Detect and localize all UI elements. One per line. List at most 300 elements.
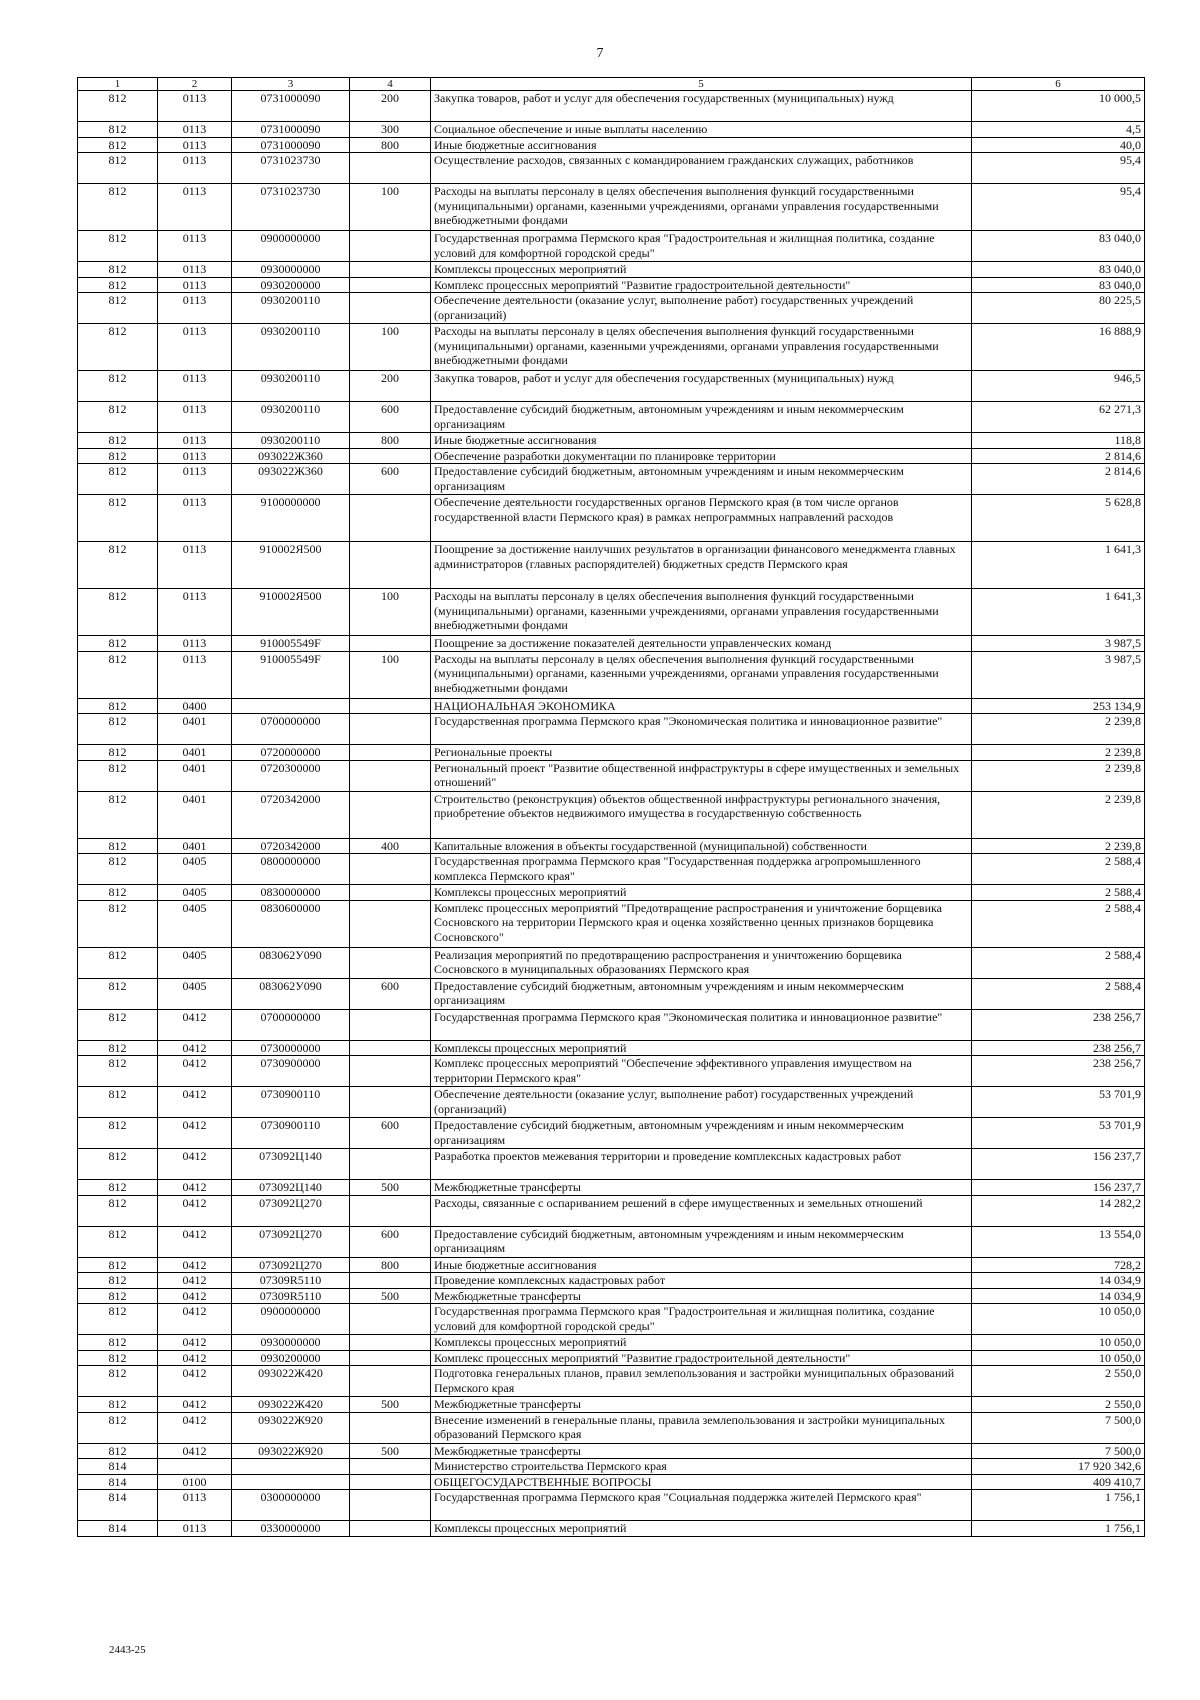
column-header: 3 <box>232 78 350 91</box>
amount-cell: 1 756,1 <box>972 1521 1145 1537</box>
target-article-cell: 910002Я500 <box>232 589 350 636</box>
ministry-code-cell: 812 <box>78 1180 158 1196</box>
ministry-code-cell: 812 <box>78 371 158 402</box>
target-article-cell: 0731000090 <box>232 122 350 138</box>
amount-cell: 2 814,6 <box>972 448 1145 464</box>
budget-table-wrap <box>77 77 1144 1537</box>
section-code-cell: 0401 <box>158 745 232 761</box>
amount-cell: 2 550,0 <box>972 1366 1145 1397</box>
target-article-cell: 07309R5110 <box>232 1273 350 1289</box>
ministry-code-cell: 812 <box>78 402 158 433</box>
description-cell: Комплекс процессных мероприятий "Предотвращение распространения и уничтожение борщевика Сосновского на территории Пермского края и оценка хозяйственно ценных признаков борщевика Сосновского" <box>431 900 972 947</box>
ministry-code-cell: 814 <box>78 1490 158 1521</box>
amount-cell: 946,5 <box>972 371 1145 402</box>
section-code-cell: 0405 <box>158 947 232 978</box>
amount-cell: 2 239,8 <box>972 838 1145 854</box>
target-article-cell: 0730900000 <box>232 1056 350 1087</box>
table-row <box>78 714 1145 745</box>
table-row <box>78 1118 1145 1149</box>
section-code-cell: 0412 <box>158 1257 232 1273</box>
expense-type-cell: 100 <box>350 324 431 371</box>
ministry-code-cell: 812 <box>78 293 158 324</box>
header-row <box>78 78 1145 91</box>
ministry-code-cell: 812 <box>78 1257 158 1273</box>
ministry-code-cell: 812 <box>78 760 158 791</box>
section-code-cell: 0412 <box>158 1226 232 1257</box>
ministry-code-cell: 812 <box>78 791 158 838</box>
ministry-code-cell: 812 <box>78 947 158 978</box>
amount-cell: 2 239,8 <box>972 791 1145 838</box>
section-code-cell: 0113 <box>158 402 232 433</box>
section-code-cell: 0412 <box>158 1397 232 1413</box>
expense-type-cell: 300 <box>350 122 431 138</box>
description-cell: Поощрение за достижение показателей деятельности управленческих команд <box>431 636 972 652</box>
section-code-cell: 0113 <box>158 91 232 122</box>
expense-type-cell <box>350 745 431 761</box>
expense-type-cell <box>350 231 431 262</box>
section-code-cell: 0113 <box>158 371 232 402</box>
budget-table <box>77 77 1145 1537</box>
description-cell: Расходы на выплаты персоналу в целях обеспечения выполнения функций государственными (муниципальными) органами, казенными учреждениями, органами управления государственными внебюджетными фондами <box>431 651 972 698</box>
table-row <box>78 137 1145 153</box>
document-code: 2443-25 <box>109 1644 146 1656</box>
amount-cell: 53 701,9 <box>972 1087 1145 1118</box>
amount-cell: 62 271,3 <box>972 402 1145 433</box>
section-code-cell: 0113 <box>158 293 232 324</box>
expense-type-cell: 800 <box>350 1257 431 1273</box>
ministry-code-cell: 812 <box>78 745 158 761</box>
expense-type-cell <box>350 714 431 745</box>
ministry-code-cell: 812 <box>78 1195 158 1226</box>
expense-type-cell: 500 <box>350 1180 431 1196</box>
target-article-cell: 093022Ж420 <box>232 1366 350 1397</box>
expense-type-cell <box>350 760 431 791</box>
description-cell: Межбюджетные трансферты <box>431 1443 972 1459</box>
expense-type-cell <box>350 1412 431 1443</box>
section-code-cell: 0412 <box>158 1288 232 1304</box>
expense-type-cell: 600 <box>350 402 431 433</box>
ministry-code-cell: 812 <box>78 978 158 1009</box>
table-row <box>78 1521 1145 1537</box>
table-row <box>78 651 1145 698</box>
amount-cell: 10 050,0 <box>972 1350 1145 1366</box>
target-article-cell: 9100000000 <box>232 495 350 542</box>
expense-type-cell <box>350 636 431 652</box>
expense-type-cell <box>350 153 431 184</box>
description-cell: Комплексы процессных мероприятий <box>431 262 972 278</box>
section-code-cell: 0401 <box>158 838 232 854</box>
amount-cell: 156 237,7 <box>972 1149 1145 1180</box>
expense-type-cell <box>350 900 431 947</box>
target-article-cell: 0930200110 <box>232 402 350 433</box>
section-code-cell: 0113 <box>158 1521 232 1537</box>
table-row <box>78 464 1145 495</box>
section-code-cell: 0113 <box>158 542 232 589</box>
expense-type-cell <box>350 1040 431 1056</box>
section-code-cell: 0113 <box>158 184 232 231</box>
description-cell: Предоставление субсидий бюджетным, автономным учреждениям и иным некоммерческим организациям <box>431 464 972 495</box>
section-code-cell: 0412 <box>158 1087 232 1118</box>
ministry-code-cell: 812 <box>78 137 158 153</box>
target-article-cell: 0330000000 <box>232 1521 350 1537</box>
target-article-cell: 0930000000 <box>232 1335 350 1351</box>
section-code-cell: 0113 <box>158 324 232 371</box>
amount-cell: 13 554,0 <box>972 1226 1145 1257</box>
description-cell: Предоставление субсидий бюджетным, автономным учреждениям и иным некоммерческим организациям <box>431 1118 972 1149</box>
ministry-code-cell: 814 <box>78 1474 158 1490</box>
column-header: 4 <box>350 78 431 91</box>
amount-cell: 53 701,9 <box>972 1118 1145 1149</box>
expense-type-cell <box>350 1490 431 1521</box>
amount-cell: 2 239,8 <box>972 745 1145 761</box>
ministry-code-cell: 812 <box>78 651 158 698</box>
target-article-cell: 0720342000 <box>232 838 350 854</box>
section-code-cell: 0113 <box>158 137 232 153</box>
section-code-cell: 0412 <box>158 1412 232 1443</box>
description-cell: Разработка проектов межевания территории и проведение комплексных кадастровых работ <box>431 1149 972 1180</box>
expense-type-cell: 200 <box>350 91 431 122</box>
target-article-cell: 910005549F <box>232 651 350 698</box>
description-cell: Комплекс процессных мероприятий "Развитие градостроительной деятельности" <box>431 1350 972 1366</box>
table-row <box>78 542 1145 589</box>
section-code-cell: 0412 <box>158 1009 232 1040</box>
ministry-code-cell: 812 <box>78 277 158 293</box>
description-cell: Государственная программа Пермского края "Градостроительная и жилищная политика, создание условий для комфортной городской среды" <box>431 231 972 262</box>
ministry-code-cell: 812 <box>78 433 158 449</box>
description-cell: Государственная программа Пермского края "Социальная поддержка жителей Пермского края" <box>431 1490 972 1521</box>
section-code-cell: 0113 <box>158 464 232 495</box>
description-cell: Региональные проекты <box>431 745 972 761</box>
amount-cell: 118,8 <box>972 433 1145 449</box>
description-cell: Межбюджетные трансферты <box>431 1397 972 1413</box>
ministry-code-cell: 814 <box>78 1521 158 1537</box>
ministry-code-cell: 814 <box>78 1459 158 1475</box>
expense-type-cell: 500 <box>350 1288 431 1304</box>
amount-cell: 14 034,9 <box>972 1273 1145 1289</box>
section-code-cell: 0113 <box>158 1490 232 1521</box>
section-code-cell: 0412 <box>158 1056 232 1087</box>
amount-cell: 2 588,4 <box>972 854 1145 885</box>
description-cell: Расходы на выплаты персоналу в целях обеспечения выполнения функций государственными (муниципальными) органами, казенными учреждениями, органами управления государственными внебюджетными фондами <box>431 589 972 636</box>
column-header: 6 <box>972 78 1145 91</box>
expense-type-cell: 200 <box>350 371 431 402</box>
amount-cell: 95,4 <box>972 153 1145 184</box>
description-cell: Подготовка генеральных планов, правил землепользования и застройки муниципальных образований Пермского края <box>431 1366 972 1397</box>
amount-cell: 238 256,7 <box>972 1056 1145 1087</box>
ministry-code-cell: 812 <box>78 900 158 947</box>
target-article-cell: 083062У090 <box>232 947 350 978</box>
target-article-cell: 0730900110 <box>232 1087 350 1118</box>
table-row <box>78 838 1145 854</box>
description-cell: Расходы на выплаты персоналу в целях обеспечения выполнения функций государственными (муниципальными) органами, казенными учреждениями, органами управления государственными внебюджетными фондами <box>431 184 972 231</box>
table-row <box>78 1366 1145 1397</box>
section-code-cell: 0412 <box>158 1350 232 1366</box>
table-row <box>78 885 1145 901</box>
table-row <box>78 184 1145 231</box>
ministry-code-cell: 812 <box>78 1443 158 1459</box>
description-cell: Расходы на выплаты персоналу в целях обеспечения выполнения функций государственными (муниципальными) органами, казенными учреждениями, органами управления государственными внебюджетными фондами <box>431 324 972 371</box>
description-cell: Комплекс процессных мероприятий "Развитие градостроительной деятельности" <box>431 277 972 293</box>
section-code-cell: 0401 <box>158 760 232 791</box>
expense-type-cell <box>350 885 431 901</box>
section-code-cell: 0113 <box>158 153 232 184</box>
expense-type-cell: 600 <box>350 1118 431 1149</box>
target-article-cell: 093022Ж920 <box>232 1412 350 1443</box>
amount-cell: 409 410,7 <box>972 1474 1145 1490</box>
expense-type-cell: 400 <box>350 838 431 854</box>
expense-type-cell <box>350 1195 431 1226</box>
section-code-cell: 0401 <box>158 714 232 745</box>
expense-type-cell <box>350 1366 431 1397</box>
table-row <box>78 371 1145 402</box>
description-cell: Предоставление субсидий бюджетным, автономным учреждениям и иным некоммерческим организациям <box>431 1226 972 1257</box>
amount-cell: 4,5 <box>972 122 1145 138</box>
description-cell: Комплексы процессных мероприятий <box>431 1521 972 1537</box>
target-article-cell: 093022Ж360 <box>232 464 350 495</box>
expense-type-cell: 100 <box>350 651 431 698</box>
table-row <box>78 1257 1145 1273</box>
ministry-code-cell: 812 <box>78 542 158 589</box>
section-code-cell: 0412 <box>158 1040 232 1056</box>
target-article-cell: 093022Ж920 <box>232 1443 350 1459</box>
expense-type-cell <box>350 262 431 278</box>
expense-type-cell <box>350 1149 431 1180</box>
ministry-code-cell: 812 <box>78 1304 158 1335</box>
amount-cell: 1 641,3 <box>972 589 1145 636</box>
target-article-cell: 0930200000 <box>232 1350 350 1366</box>
description-cell: Социальное обеспечение и иные выплаты населению <box>431 122 972 138</box>
section-code-cell: 0405 <box>158 854 232 885</box>
amount-cell: 3 987,5 <box>972 636 1145 652</box>
expense-type-cell: 600 <box>350 1226 431 1257</box>
amount-cell: 2 588,4 <box>972 978 1145 1009</box>
target-article-cell: 0930200000 <box>232 277 350 293</box>
table-row <box>78 324 1145 371</box>
target-article-cell: 073092Ц270 <box>232 1257 350 1273</box>
description-cell: Комплексы процессных мероприятий <box>431 1040 972 1056</box>
ministry-code-cell: 812 <box>78 1149 158 1180</box>
amount-cell: 95,4 <box>972 184 1145 231</box>
description-cell: Строительство (реконструкция) объектов общественной инфраструктуры регионального значения, приобретение объектов недвижимого имущества в государственную собственность <box>431 791 972 838</box>
amount-cell: 2 588,4 <box>972 885 1145 901</box>
expense-type-cell <box>350 1521 431 1537</box>
ministry-code-cell: 812 <box>78 1226 158 1257</box>
table-row <box>78 1335 1145 1351</box>
ministry-code-cell: 812 <box>78 153 158 184</box>
column-header: 2 <box>158 78 232 91</box>
expense-type-cell: 600 <box>350 978 431 1009</box>
target-article-cell: 0900000000 <box>232 1304 350 1335</box>
amount-cell: 253 134,9 <box>972 698 1145 714</box>
column-header: 1 <box>78 78 158 91</box>
target-article-cell: 073092Ц270 <box>232 1195 350 1226</box>
expense-type-cell: 100 <box>350 184 431 231</box>
description-cell: Министерство строительства Пермского края <box>431 1459 972 1475</box>
table-row <box>78 153 1145 184</box>
target-article-cell: 0930000000 <box>232 262 350 278</box>
table-row <box>78 854 1145 885</box>
section-code-cell: 0412 <box>158 1180 232 1196</box>
description-cell: Иные бюджетные ассигнования <box>431 1257 972 1273</box>
amount-cell: 10 050,0 <box>972 1335 1145 1351</box>
column-header: 5 <box>431 78 972 91</box>
amount-cell: 3 987,5 <box>972 651 1145 698</box>
section-code-cell: 0412 <box>158 1304 232 1335</box>
table-row <box>78 1459 1145 1475</box>
ministry-code-cell: 812 <box>78 1009 158 1040</box>
table-row <box>78 1304 1145 1335</box>
amount-cell: 2 588,4 <box>972 900 1145 947</box>
amount-cell: 2 588,4 <box>972 947 1145 978</box>
section-code-cell: 0113 <box>158 231 232 262</box>
expense-type-cell: 100 <box>350 589 431 636</box>
table-row <box>78 1490 1145 1521</box>
table-row <box>78 231 1145 262</box>
description-cell: Проведение комплексных кадастровых работ <box>431 1273 972 1289</box>
table-row <box>78 978 1145 1009</box>
table-row <box>78 1273 1145 1289</box>
section-code-cell: 0412 <box>158 1149 232 1180</box>
description-cell: Осуществление расходов, связанных с командированием гражданских служащих, работников <box>431 153 972 184</box>
table-row <box>78 262 1145 278</box>
description-cell: Закупка товаров, работ и услуг для обеспечения государственных (муниципальных) нужд <box>431 91 972 122</box>
ministry-code-cell: 812 <box>78 1350 158 1366</box>
table-row <box>78 1040 1145 1056</box>
table-row <box>78 1350 1145 1366</box>
section-code-cell: 0113 <box>158 589 232 636</box>
target-article-cell: 0700000000 <box>232 714 350 745</box>
expense-type-cell <box>350 1474 431 1490</box>
expense-type-cell <box>350 947 431 978</box>
description-cell: Межбюджетные трансферты <box>431 1180 972 1196</box>
description-cell: Внесение изменений в генеральные планы, правила землепользования и застройки муниципальных образований Пермского края <box>431 1412 972 1443</box>
expense-type-cell <box>350 1273 431 1289</box>
description-cell: НАЦИОНАЛЬНАЯ ЭКОНОМИКА <box>431 698 972 714</box>
amount-cell: 17 920 342,6 <box>972 1459 1145 1475</box>
amount-cell: 80 225,5 <box>972 293 1145 324</box>
section-code-cell: 0113 <box>158 636 232 652</box>
target-article-cell: 0900000000 <box>232 231 350 262</box>
target-article-cell: 0720000000 <box>232 745 350 761</box>
amount-cell: 83 040,0 <box>972 277 1145 293</box>
table-row <box>78 589 1145 636</box>
target-article-cell: 0730900110 <box>232 1118 350 1149</box>
expense-type-cell <box>350 698 431 714</box>
section-code-cell: 0405 <box>158 978 232 1009</box>
target-article-cell: 0830600000 <box>232 900 350 947</box>
amount-cell: 2 814,6 <box>972 464 1145 495</box>
table-row <box>78 402 1145 433</box>
target-article-cell: 093022Ж420 <box>232 1397 350 1413</box>
amount-cell: 14 034,9 <box>972 1288 1145 1304</box>
target-article-cell: 0930200110 <box>232 371 350 402</box>
table-body <box>78 91 1145 1537</box>
expense-type-cell <box>350 854 431 885</box>
expense-type-cell: 800 <box>350 137 431 153</box>
expense-type-cell: 600 <box>350 464 431 495</box>
amount-cell: 83 040,0 <box>972 231 1145 262</box>
expense-type-cell: 800 <box>350 433 431 449</box>
amount-cell: 1 641,3 <box>972 542 1145 589</box>
ministry-code-cell: 812 <box>78 262 158 278</box>
ministry-code-cell: 812 <box>78 448 158 464</box>
table-row <box>78 433 1145 449</box>
ministry-code-cell: 812 <box>78 698 158 714</box>
target-article-cell <box>232 698 350 714</box>
ministry-code-cell: 812 <box>78 1412 158 1443</box>
description-cell: Расходы, связанные с оспариванием решений в сфере имущественных и земельных отношений <box>431 1195 972 1226</box>
table-row <box>78 1226 1145 1257</box>
ministry-code-cell: 812 <box>78 1118 158 1149</box>
section-code-cell: 0412 <box>158 1443 232 1459</box>
table-row <box>78 1195 1145 1226</box>
section-code-cell: 0412 <box>158 1118 232 1149</box>
section-code-cell <box>158 1459 232 1475</box>
ministry-code-cell: 812 <box>78 231 158 262</box>
table-row <box>78 1412 1145 1443</box>
section-code-cell: 0401 <box>158 791 232 838</box>
ministry-code-cell: 812 <box>78 1335 158 1351</box>
table-row <box>78 1474 1145 1490</box>
expense-type-cell <box>350 791 431 838</box>
table-row <box>78 1056 1145 1087</box>
expense-type-cell <box>350 448 431 464</box>
description-cell: Предоставление субсидий бюджетным, автономным учреждениям и иным некоммерческим организациям <box>431 402 972 433</box>
description-cell: Обеспечение деятельности (оказание услуг, выполнение работ) государственных учреждений (организаций) <box>431 1087 972 1118</box>
target-article-cell: 093022Ж360 <box>232 448 350 464</box>
target-article-cell <box>232 1459 350 1475</box>
target-article-cell: 0730000000 <box>232 1040 350 1056</box>
table-row <box>78 698 1145 714</box>
ministry-code-cell: 812 <box>78 714 158 745</box>
description-cell: Государственная программа Пермского края "Государственная поддержка агропромышленного комплекса Пермского края" <box>431 854 972 885</box>
amount-cell: 2 550,0 <box>972 1397 1145 1413</box>
ministry-code-cell: 812 <box>78 885 158 901</box>
ministry-code-cell: 812 <box>78 636 158 652</box>
target-article-cell: 0731000090 <box>232 91 350 122</box>
section-code-cell: 0412 <box>158 1366 232 1397</box>
section-code-cell: 0405 <box>158 885 232 901</box>
description-cell: Обеспечение разработки документации по планировке территории <box>431 448 972 464</box>
table-row <box>78 495 1145 542</box>
table-row <box>78 448 1145 464</box>
section-code-cell: 0412 <box>158 1273 232 1289</box>
ministry-code-cell: 812 <box>78 1273 158 1289</box>
table-row <box>78 947 1145 978</box>
description-cell: Государственная программа Пермского края "Экономическая политика и инновационное развитие" <box>431 714 972 745</box>
amount-cell: 7 500,0 <box>972 1443 1145 1459</box>
amount-cell: 1 756,1 <box>972 1490 1145 1521</box>
amount-cell: 16 888,9 <box>972 324 1145 371</box>
expense-type-cell: 500 <box>350 1443 431 1459</box>
target-article-cell <box>232 1474 350 1490</box>
table-row <box>78 1149 1145 1180</box>
ministry-code-cell: 812 <box>78 324 158 371</box>
section-code-cell: 0113 <box>158 122 232 138</box>
ministry-code-cell: 812 <box>78 1288 158 1304</box>
amount-cell: 2 239,8 <box>972 714 1145 745</box>
description-cell: Обеспечение деятельности государственных органов Пермского края (в том числе органов государственной власти Пермского края) в рамках непрограммных направлений расходов <box>431 495 972 542</box>
table-row <box>78 1180 1145 1196</box>
target-article-cell: 0800000000 <box>232 854 350 885</box>
expense-type-cell <box>350 542 431 589</box>
amount-cell: 10 000,5 <box>972 91 1145 122</box>
amount-cell: 156 237,7 <box>972 1180 1145 1196</box>
expense-type-cell <box>350 495 431 542</box>
section-code-cell: 0412 <box>158 1335 232 1351</box>
description-cell: Государственная программа Пермского края "Градостроительная и жилищная политика, создание условий для комфортной городской среды" <box>431 1304 972 1335</box>
section-code-cell: 0100 <box>158 1474 232 1490</box>
